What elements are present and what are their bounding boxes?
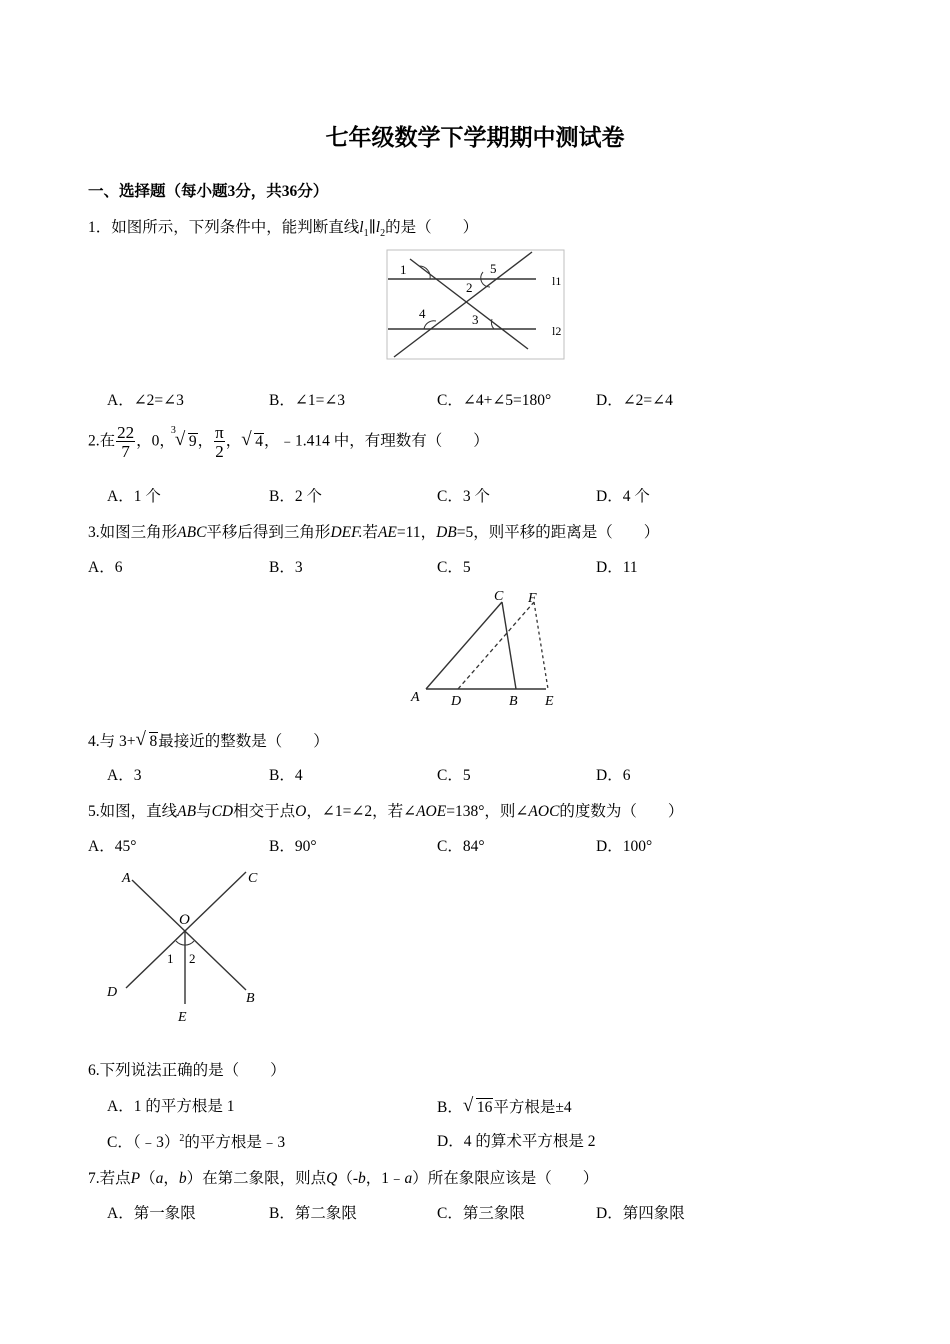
q3-option-c[interactable]: C．5	[437, 559, 471, 576]
q6-option-d[interactable]: D．4 的算术平方根是 2	[437, 1133, 596, 1150]
q5-line-ab	[132, 880, 246, 990]
q3-c: 若	[362, 524, 378, 541]
q5-a: 5.如图，直线	[88, 803, 178, 820]
q3-side-fe	[534, 602, 548, 689]
q3-fig-label-d: D	[451, 694, 462, 709]
q4-sqrt-body: 8	[149, 733, 158, 750]
q7-c: ，	[163, 1170, 179, 1187]
q1-angle-3-arc	[491, 319, 494, 329]
q5-option-b[interactable]: B．90°	[269, 838, 317, 855]
q2-suffix: ，﹣1.414 中，有理数有（ ）	[264, 432, 489, 450]
q7-bv2: b	[358, 1170, 366, 1187]
q6-option-b[interactable]	[437, 1095, 572, 1118]
q7-b: （	[140, 1170, 156, 1187]
q6-optc-sup: 2	[179, 1133, 185, 1144]
q5-e: =138°，则∠	[446, 803, 529, 820]
question-6-stem: 6.下列说法正确的是（ ）	[88, 1062, 286, 1079]
q6-square-root	[462, 1095, 494, 1118]
question-1-stem	[88, 219, 478, 240]
radical-icon: √	[174, 428, 186, 450]
q2-prefix: 2.在	[88, 432, 116, 450]
q5-aoc: AOC	[528, 803, 560, 820]
section-heading: 一、选择题（每小题3分，共36分）	[88, 183, 329, 200]
q7-p: P	[130, 1170, 141, 1187]
q6-option-a[interactable]: A．1 的平方根是 1	[107, 1098, 235, 1115]
q1-angle-4-arc	[424, 321, 436, 329]
q4-option-a[interactable]: A．3	[107, 767, 142, 784]
q5-ab: AB	[177, 803, 197, 820]
q7-bv: b	[178, 1170, 187, 1187]
q1-fig-label-5: 5	[490, 261, 497, 276]
q6-optc-b: 的平方根是﹣3	[184, 1134, 286, 1152]
q2-frac2-den: 2	[215, 442, 224, 461]
q4-option-d[interactable]: D．6	[596, 767, 631, 784]
q3-fig-label-f: F	[528, 591, 537, 606]
q5-b: 与	[196, 803, 212, 820]
q1-fig-label-l1: l1	[552, 274, 562, 288]
q3-def: DEF.	[330, 524, 363, 541]
q4-prefix: 4.与 3+	[88, 733, 136, 750]
question-3-stem	[88, 524, 659, 543]
q2-sep1: ，0，	[136, 432, 175, 450]
q3-d: =11，	[396, 524, 437, 541]
q3-b: 平移后得到三角形	[206, 524, 331, 541]
q6-optb-prefix: B．	[437, 1099, 463, 1116]
radical-icon: √	[241, 428, 252, 450]
q7-a: 7.若点	[88, 1170, 131, 1187]
q6-sqrt-body: 16	[476, 1099, 493, 1116]
q5-option-a[interactable]: A．45°	[88, 838, 137, 855]
q3-side-df	[458, 602, 534, 689]
q5-option-c[interactable]: C．84°	[437, 838, 485, 855]
q3-db: DB	[436, 524, 457, 541]
q2-fraction-22-7	[116, 424, 135, 460]
q7-av2: a	[404, 1170, 413, 1187]
q5-aoe: AOE	[416, 803, 447, 820]
q5-fig-label-d: D	[107, 985, 118, 1000]
q5-intersecting-lines-figure	[100, 864, 270, 1030]
q3-side-cb	[502, 602, 516, 689]
q7-e: （-	[337, 1170, 359, 1187]
q4-suffix: 最接近的整数是（ ）	[158, 733, 329, 750]
q1-l2: l	[375, 219, 381, 236]
q3-ae: AE	[377, 524, 397, 541]
q2-sep2: ，	[197, 432, 214, 450]
q5-fig-label-e: E	[178, 1010, 187, 1025]
q2-option-d[interactable]: D．4 个	[596, 488, 650, 505]
q7-option-b[interactable]: B．第二象限	[269, 1205, 357, 1222]
q2-sqrt-body: 4	[255, 432, 264, 450]
question-2-stem	[88, 424, 489, 460]
q3-a: 3.如图三角形	[88, 524, 178, 541]
q4-square-root	[135, 729, 159, 752]
q3-fig-label-e: E	[545, 694, 554, 709]
q1-fig-label-l2: l2	[552, 324, 562, 338]
q1-fig-label-3: 3	[472, 312, 479, 327]
q2-option-c[interactable]: C．3 个	[437, 488, 490, 505]
q2-frac2-num: π	[215, 423, 224, 442]
q4-option-c[interactable]: C．5	[437, 767, 471, 784]
q2-frac1-num: 22	[117, 423, 135, 442]
q5-fig-label-c: C	[248, 871, 258, 886]
q2-sep3: ，	[225, 432, 242, 450]
q2-fraction-pi-2	[214, 424, 225, 460]
q1-stem-a: 1．如图所示，下列条件中，能判断直线	[88, 219, 360, 236]
q2-option-b[interactable]: B．2 个	[269, 488, 322, 505]
q3-abc: ABC	[177, 524, 207, 541]
q2-cbrt-body: 9	[188, 432, 197, 450]
q7-g: ）所在象限应该是（ ）	[412, 1170, 599, 1187]
q1-option-c[interactable]: C．∠4+∠5=180°	[437, 392, 552, 409]
q2-square-root	[241, 428, 264, 450]
q7-option-d[interactable]: D．第四象限	[596, 1205, 685, 1222]
q7-f: ，1﹣	[365, 1170, 405, 1187]
q5-fig-label-a: A	[122, 871, 131, 886]
q1-sub2: 2	[380, 228, 386, 240]
q7-option-a[interactable]: A．第一象限	[107, 1205, 196, 1222]
q3-fig-label-c: C	[494, 589, 504, 604]
q3-option-a[interactable]: A．6	[88, 559, 123, 576]
q5-fig-label-1: 1	[167, 951, 174, 966]
q7-av: a	[155, 1170, 164, 1187]
q6-option-c[interactable]	[107, 1133, 285, 1153]
q1-transversal-1	[410, 259, 528, 349]
radical-icon: √	[135, 729, 146, 750]
q5-cd: CD	[211, 803, 234, 820]
q7-option-c[interactable]: C．第三象限	[437, 1205, 525, 1222]
q5-fig-label-2: 2	[189, 951, 196, 966]
q6-optb-suffix: 平方根是±4	[493, 1099, 572, 1116]
q2-cbrt-index: 3	[170, 424, 176, 436]
q3-triangle-translation-figure	[406, 585, 566, 713]
q3-e: =5，则平移的距离是（ ）	[456, 524, 660, 541]
q3-side-ac	[426, 602, 502, 689]
q3-option-d[interactable]: D．11	[596, 559, 638, 576]
q7-d: ）在第二象限，则点	[186, 1170, 327, 1187]
q5-c: 相交于点	[233, 803, 296, 820]
q3-fig-label-b: B	[509, 694, 518, 709]
q5-fig-label-o: O	[179, 912, 190, 928]
q3-option-b[interactable]: B．3	[269, 559, 303, 576]
radical-icon: √	[462, 1095, 474, 1116]
q6-optc-a: C．（﹣3）	[107, 1134, 180, 1152]
q5-d: ，∠1=∠2，若∠	[306, 803, 417, 820]
question-4-stem	[88, 729, 329, 752]
q1-option-d[interactable]: D．∠2=∠4	[596, 392, 673, 409]
q1-sub1: 1	[363, 228, 369, 240]
q2-frac1-den: 7	[116, 441, 135, 460]
q2-option-a[interactable]: A．1 个	[107, 488, 161, 505]
question-7-stem	[88, 1170, 598, 1189]
q1-parallel: ∥	[368, 219, 376, 236]
q5-option-d[interactable]: D．100°	[596, 838, 653, 855]
q4-option-b[interactable]: B．4	[269, 767, 303, 784]
q1-parallel-lines-figure	[386, 249, 566, 361]
q1-option-a[interactable]: A．∠2=∠3	[107, 392, 184, 409]
q1-transversal-2	[394, 252, 532, 357]
q5-o: O	[295, 803, 307, 820]
q1-fig-label-2: 2	[466, 280, 473, 295]
q5-line-cd	[126, 872, 246, 988]
q1-fig-label-1: 1	[400, 262, 407, 277]
q5-fig-label-b: B	[246, 991, 255, 1006]
q2-cube-root	[170, 424, 198, 450]
q7-q: Q	[326, 1170, 338, 1187]
q1-fig-label-4: 4	[419, 306, 426, 321]
question-5-stem	[88, 803, 683, 822]
q1-stem-b: 的是（ ）	[385, 219, 479, 236]
q1-l1: l	[359, 219, 364, 236]
page-title: 七年级数学下学期期中测试卷	[325, 125, 625, 150]
q5-f: 的度数为（ ）	[559, 803, 684, 820]
q3-fig-label-a: A	[411, 690, 420, 705]
q1-option-b[interactable]: B．∠1=∠3	[269, 392, 346, 409]
